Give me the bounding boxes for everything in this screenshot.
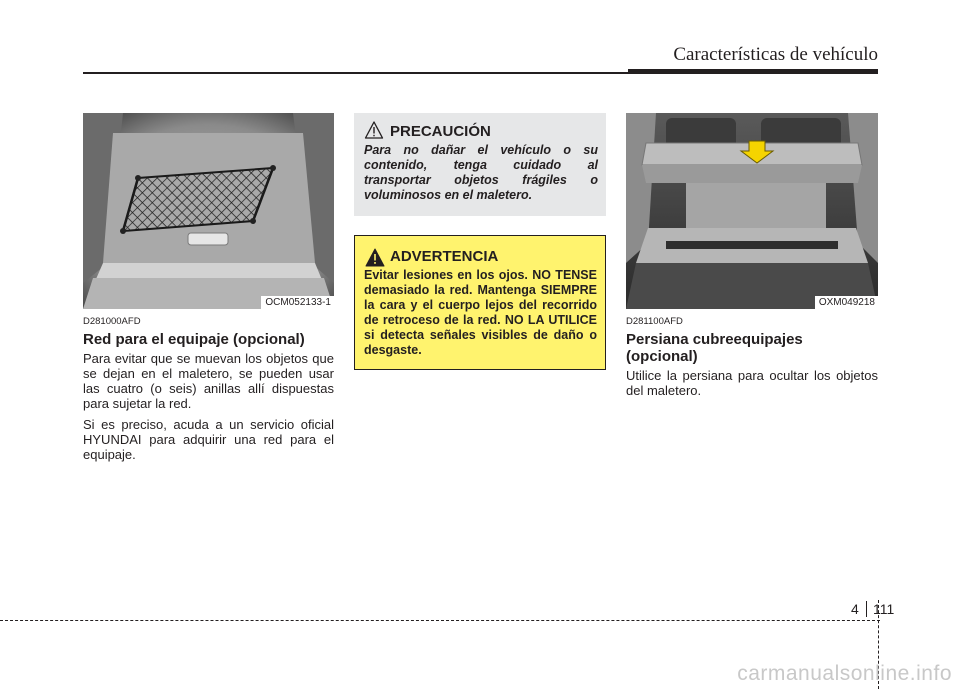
warning-triangle-icon	[365, 248, 385, 267]
header-rule-accent	[628, 69, 878, 74]
cargo-cover-photo	[626, 113, 878, 309]
section-code: D281000AFD	[83, 316, 141, 327]
warning-box	[354, 235, 606, 370]
photo-code-label: OCM052133-1	[261, 296, 334, 309]
cargo-net-photo	[83, 113, 334, 309]
photo-code-label: OXM049218	[815, 296, 878, 309]
page-number: 111	[873, 601, 895, 617]
caution-text: Para no dañar el vehículo o su contenido, tenga cuidado al transportar objetos frágiles o voluminosos en el maletero.	[364, 143, 598, 202]
section-code: D281100AFD	[626, 316, 683, 327]
body-paragraph: Si es preciso, acuda a un servicio oficial HYUNDAI para adquirir una red para el equipaje.	[83, 417, 334, 462]
warning-text: Evitar lesiones en los ojos. NO TENSE demasiado la red. Mantenga SIEMPRE la cara y el cuerpo lejos del recorrido de retroceso de la red. NO LA UTILICE si detecta señales visibles de daño o desgaste.	[364, 268, 597, 357]
footer-rule	[0, 620, 880, 621]
page-number-separator	[866, 601, 867, 617]
body-paragraph: Para evitar que se muevan los objetos que se dejan en el maletero, se pueden usar las cuatro (o seis) anillas allí dispuestas para sujetar la red.	[83, 351, 334, 411]
warning-title: ADVERTENCIA	[390, 248, 499, 265]
body-paragraph: Utilice la persiana para ocultar los objetos del maletero.	[626, 368, 878, 398]
watermark: carmanualsonline.info	[737, 662, 952, 685]
page-header-title: Características de vehículo	[673, 44, 878, 65]
caution-triangle-icon	[364, 120, 384, 140]
caution-box	[354, 113, 606, 216]
chapter-number: 4	[851, 601, 859, 617]
section-heading: Red para el equipaje (opcional)	[83, 331, 305, 348]
section-heading: Persiana cubreequipajes (opcional)	[626, 331, 803, 365]
caution-title: PRECAUCIÓN	[390, 123, 491, 140]
